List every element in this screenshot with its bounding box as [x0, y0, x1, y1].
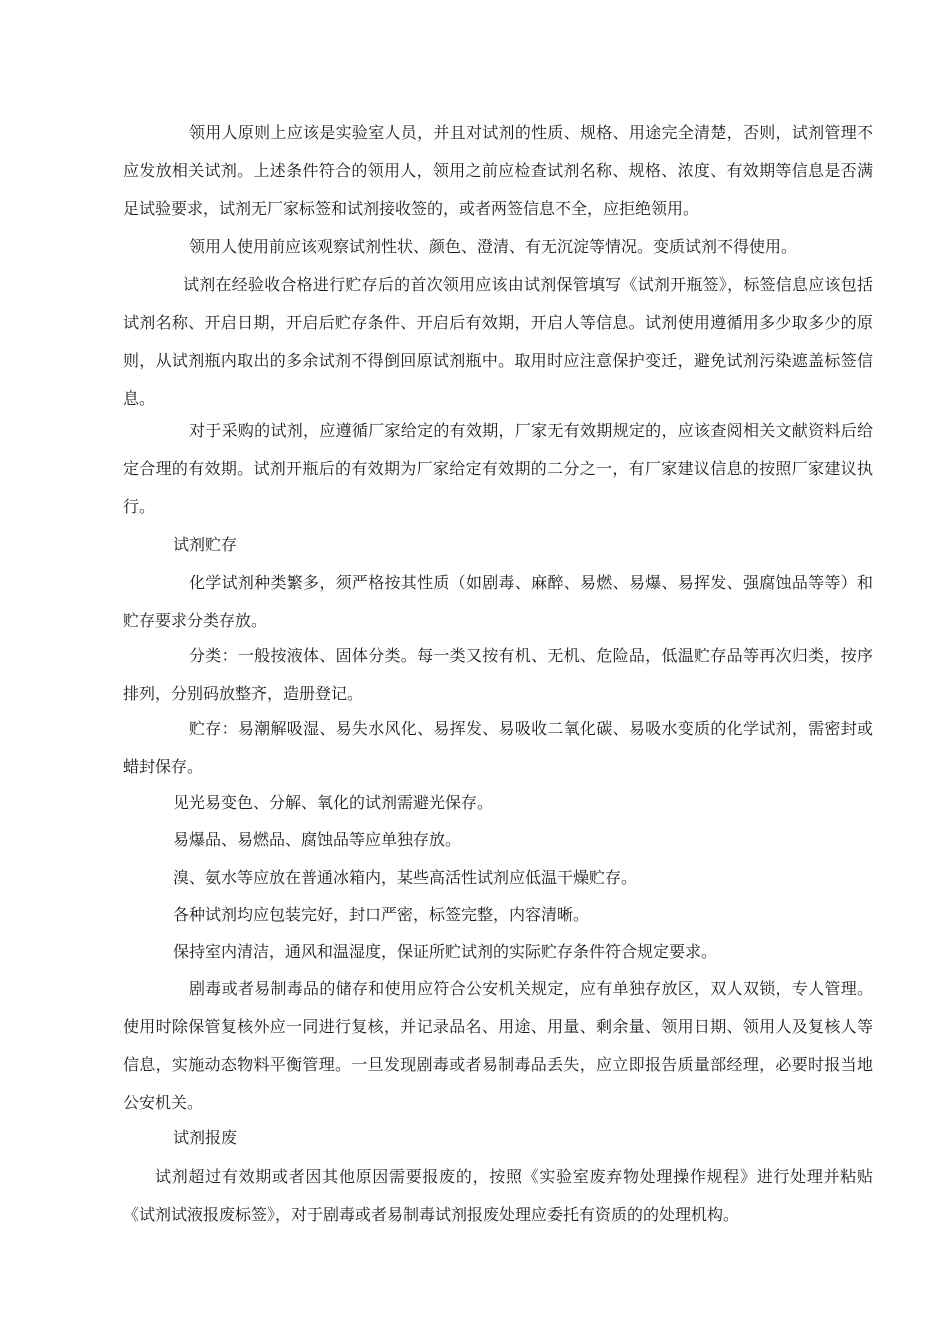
paragraph-expiry: 对于采购的试剂，应遵循厂家给定的有效期，厂家无有效期规定的，应该查阅相关文献资料后给定合理的有效期。试剂开瓶后的有效期为厂家给定有效期的二分之一，有厂家建议信息的按照厂家建议执行。 — [123, 421, 873, 516]
paragraph-classification: 分类：一般按液体、固体分类。每一类又按有机、无机、危险品，低温贮存品等再次归类，按序排列，分别码放整齐，造册登记。 — [123, 646, 873, 703]
paragraph-disposal: 试剂超过有效期或者因其他原因需要报废的，按照《实验室废弃物处理操作规程》进行处理并粘贴《试剂试液报废标签》，对于剧毒或者易制毒试剂报废处理应委托有资质的的处理机构。 — [123, 1167, 873, 1224]
section-heading-disposal: 试剂报废 — [173, 1128, 238, 1147]
paragraph-toxic-substances: 剧毒或者易制毒品的储存和使用应符合公安机关规定，应有单独存放区，双人双锁，专人管理。使用时除保管复核外应一同进行复核，并记录品名、用途、用量、剩余量、领用日期、领用人及复核人等信息，实施动态物料平衡管理。一旦发现剧毒或者易制毒品丢失，应立即报告质量部经理，必要时报当地公安机关。 — [123, 979, 873, 1112]
paragraph-light-protection: 见光易变色、分解、氧化的试剂需避光保存。 — [173, 793, 494, 812]
paragraph-sealed-storage: 贮存：易潮解吸湿、易失水风化、易挥发、易吸收二氧化碳、易吸水变质的化学试剂，需密封或蜡封保存。 — [123, 719, 873, 776]
paragraph-reagent-collection: 领用人原则上应该是实验室人员，并且对试剂的性质、规格、用途完全清楚，否则，试剂管理不应发放相关试剂。上述条件符合的领用人，领用之前应检查试剂名称、规格、浓度、有效期等信息是否满足试验要求，试剂无厂家标签和试剂接收签的，或者两签信息不全，应拒绝领用。 — [123, 123, 873, 218]
paragraph-room-conditions: 保持室内清洁，通风和温湿度，保证所贮试剂的实际贮存条件符合规定要求。 — [173, 942, 718, 961]
paragraph-pre-use-check: 领用人使用前应该观察试剂性状、颜色、澄清、有无沉淀等情况。变质试剂不得使用。 — [189, 237, 798, 256]
paragraph-packaging: 各种试剂均应包装完好，封口严密，标签完整，内容清晰。 — [173, 905, 590, 924]
paragraph-refrigeration: 溴、氨水等应放在普通冰箱内，某些高活性试剂应低温干燥贮存。 — [173, 868, 638, 887]
paragraph-storage-intro: 化学试剂种类繁多，须严格按其性质（如剧毒、麻醉、易燃、易爆、易挥发、强腐蚀品等等）和贮存要求分类存放。 — [123, 573, 873, 630]
paragraph-separate-storage: 易爆品、易燃品、腐蚀品等应单独存放。 — [173, 830, 462, 849]
section-heading-storage: 试剂贮存 — [173, 535, 238, 554]
paragraph-opening-label: 试剂在经验收合格进行贮存后的首次领用应该由试剂保管填写《试剂开瓶签》，标签信息应该包括试剂名称、开启日期，开启后贮存条件、开启后有效期，开启人等信息。试剂使用遵循用多少取多少的原则，从试剂瓶内取出的多余试剂不得倒回原试剂瓶中。取用时应注意保护变迁，避免试剂污染遮盖标签信息。 — [123, 275, 873, 408]
